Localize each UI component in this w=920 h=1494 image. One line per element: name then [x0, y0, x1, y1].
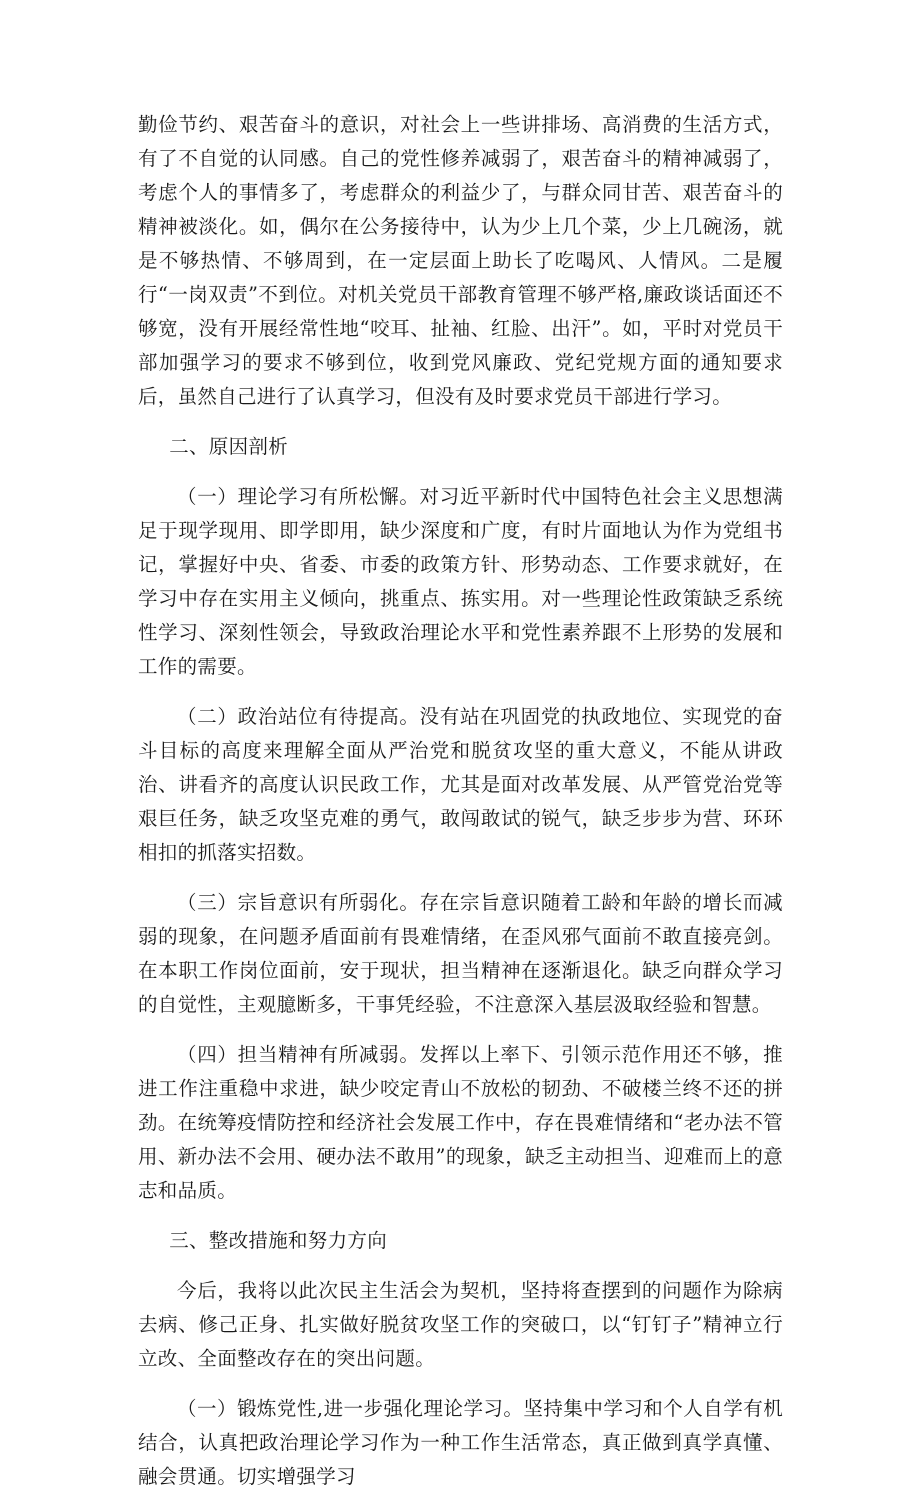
paragraph-purpose-awareness: （三）宗旨意识有所弱化。存在宗旨意识随着工龄和年龄的增长而减弱的现象，在问题矛盾面前有畏难情绪，在歪风邪气面前不敢直接亮剑。在本职工作岗位面前，安于现状，担当精神在逐渐退化。缺乏向群众学习的自觉性，主观臆断多，干事凭经验，不注意深入基层汲取经验和智慧。 — [138, 891, 783, 1016]
paragraph-theory-study: （一）理论学习有所松懈。对习近平新时代中国特色社会主义思想满足于现学现用、即学即用，缺少深度和广度，有时片面地认为作为党组书记，掌握好中央、省委、市委的政策方针、形势动态、工作要求就好，在学习中存在实用主义倾向，挑重点、拣实用。对一些理论性政策缺乏系统性学习、深刻性领会，导致政治理论水平和党性素养跟不上形势的发展和工作的需要。 — [138, 485, 783, 678]
section-heading-cause-analysis: 二、原因剖析 — [169, 435, 288, 458]
paragraph-party-spirit: （一）锻炼党性,进一步强化理论学习。坚持集中学习和个人自学有机结合，认真把政治理论学习作为一种工作生活常态，真正做到真学真懂、融会贯通。切实增强学习 — [138, 1397, 783, 1488]
paragraph-rectification-intro: 今后，我将以此次民主生活会为契机，坚持将查摆到的问题作为除病去病、修己正身、扎实做好脱贫攻坚工作的突破口，以“钉钉子”精神立行立改、全面整改存在的突出问题。 — [138, 1279, 783, 1370]
paragraph-responsibility: （四）担当精神有所减弱。发挥以上率下、引领示范作用还不够，推进工作注重稳中求进，缺少咬定青山不放松的韧劲、不破楼兰终不还的拼劲。在统筹疫情防控和经济社会发展工作中，存在畏难情绪和“老办法不管用、新办法不会用、硬办法不敢用”的现象，缺乏主动担当、迎难而上的意志和品质。 — [138, 1043, 783, 1202]
paragraph-continued: 勤俭节约、艰苦奋斗的意识，对社会上一些讲排场、高消费的生活方式，有了不自觉的认同感。自己的党性修养减弱了，艰苦奋斗的精神减弱了，考虑个人的事情多了，考虑群众的利益少了，与群众同甘苦、艰苦奋斗的精神被淡化。如，偶尔在公务接待中，认为少上几个菜，少上几碗汤，就是不够热情、不够周到，在一定层面上助长了吃喝风、人情风。二是履行“一岗双责”不到位。对机关党员干部教育管理不够严格,廉政谈话面还不够宽，没有开展经常性地“咬耳、扯袖、红脸、出汗”。如，平时对党员干部加强学习的要求不够到位，收到党风廉政、党纪党规方面的通知要求后，虽然自己进行了认真学习，但没有及时要求党员干部进行学习。 — [138, 113, 783, 408]
document-page — [138, 108, 783, 1494]
section-heading-rectification: 三、整改措施和努力方向 — [169, 1229, 387, 1252]
paragraph-political-stance: （二）政治站位有待提高。没有站在巩固党的执政地位、实现党的奋斗目标的高度来理解全面从严治党和脱贫攻坚的重大意义，不能从讲政治、讲看齐的高度认识民政工作，尤其是面对改革发展、从严管党治党等艰巨任务，缺乏攻坚克难的勇气，敢闯敢试的锐气，缺乏步步为营、环环相扣的抓落实招数。 — [138, 705, 783, 864]
